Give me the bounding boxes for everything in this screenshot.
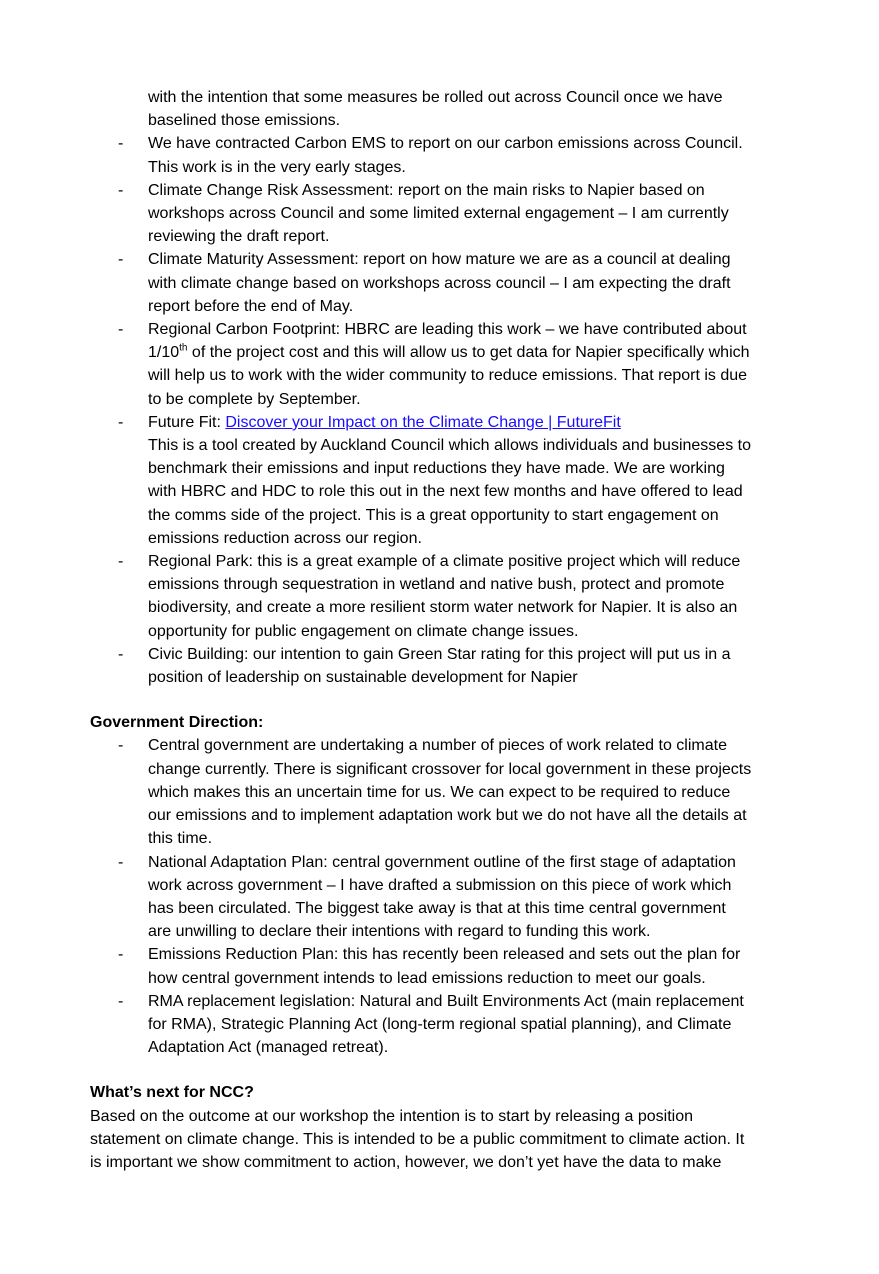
dash-bullet: - [118,135,124,153]
dash-bullet: - [118,413,124,431]
list-item [90,550,802,643]
whats-next-heading: What’s next for NCC? [90,1084,254,1102]
list-item-text: Climate Change Risk Assessment: report on the main risks to Napier based on workshops across Council and some limited external engagement – I am currently reviewing the draft report. [148,181,729,246]
list-item [90,248,802,318]
list-item-future-fit [90,411,802,550]
list-item-text: RMA replacement legislation: Natural and Built Environments Act (main replacement for RMA), Strategic Planning Act (long-term regional spatial planning), and Climate Adaptation Act (managed retreat). [148,992,744,1057]
list-item-text: National Adaptation Plan: central government outline of the first stage of adaptation work across government – I have drafted a submission on this piece of work which has been circulated. The biggest take away is that at this time central government are unwilling to declare their intentions with regard to funding this work. [148,853,736,941]
list-item [90,734,802,850]
list-item [90,851,802,944]
future-fit-description: This is a tool created by Auckland Council which allows individuals and businesses to benchmark their emissions and input reductions they have made. We are working with HBRC and HDC to role this out in the next few months and have offered to lead the comms side of the project. This is a great opportunity to start engagement on emissions reduction across our region. [148,437,751,547]
list-item-text: Civic Building: our intention to gain Green Star rating for this project will put us in a position of leadership on sustainable development for Napier [148,645,731,687]
whats-next-paragraph: Based on the outcome at our workshop the intention is to start by releasing a position statement on climate change. This is intended to be a public commitment to climate action. It is important we show commitment to action, however, we don’t yet have the data to make [90,1107,745,1171]
list-item-text: We have contracted Carbon EMS to report on our carbon emissions across Council. This work is in the very early stages. [148,135,743,176]
ordinal-superscript: th [179,342,188,354]
list-item-regional-carbon [90,318,802,411]
intro-continuation: with the intention that some measures be rolled out across Council once we have baselined those emissions. [148,89,723,130]
dash-bullet: - [118,645,124,663]
dash-bullet: - [118,992,124,1010]
regional-carbon-text-start: Regional Carbon Footprint: HBRC are leading this work – we have contributed about 1/10 [148,321,747,362]
list-item-text: Emissions Reduction Plan: this has recently been released and sets out the plan for how central government intends to lead emissions reduction to meet our goals. [148,946,741,987]
future-fit-link[interactable]: Discover your Impact on the Climate Change | FutureFit [225,413,621,431]
future-fit-label: Future Fit: [148,413,226,431]
dash-bullet: - [118,321,124,339]
list-item-text: Central government are undertaking a number of pieces of work related to climate change currently. There is significant crossover for local government in these projects which makes this an uncertain time for us. We can expect to be required to reduce our emissions and to implement adaptation work but we do not have all the details at this time. [148,737,752,848]
government-direction-list [90,734,802,1059]
list-item [90,943,802,989]
government-direction-heading: Government Direction: [90,714,264,732]
dash-bullet: - [118,553,124,571]
list-item [90,179,802,249]
document-page [90,86,802,1174]
list-item-text: Regional Park: this is a great example of a climate positive project which will reduce emissions through sequestration in wetland and native bush, protect and promote biodiversity, and create a more resilient storm water network for Napier. It is also an opportunity for public engagement on climate change issues. [148,553,741,640]
dash-bullet: - [118,946,124,964]
regional-carbon-text-end: of the project cost and this will allow us to get data for Napier specifically which will help us to work with the wider community to reduce emissions. That report is due to be complete by September. [148,344,750,408]
list-item [90,643,802,689]
dash-bullet: - [118,737,124,755]
list-item [90,990,802,1060]
dash-bullet: - [118,251,124,269]
current-work-list [90,132,802,689]
dash-bullet: - [118,181,124,199]
list-item [90,132,802,178]
list-item-text: Climate Maturity Assessment: report on how mature we are as a council at dealing with climate change based on workshops across council – I am expecting the draft report before the end of May. [148,251,731,315]
dash-bullet: - [118,853,124,871]
